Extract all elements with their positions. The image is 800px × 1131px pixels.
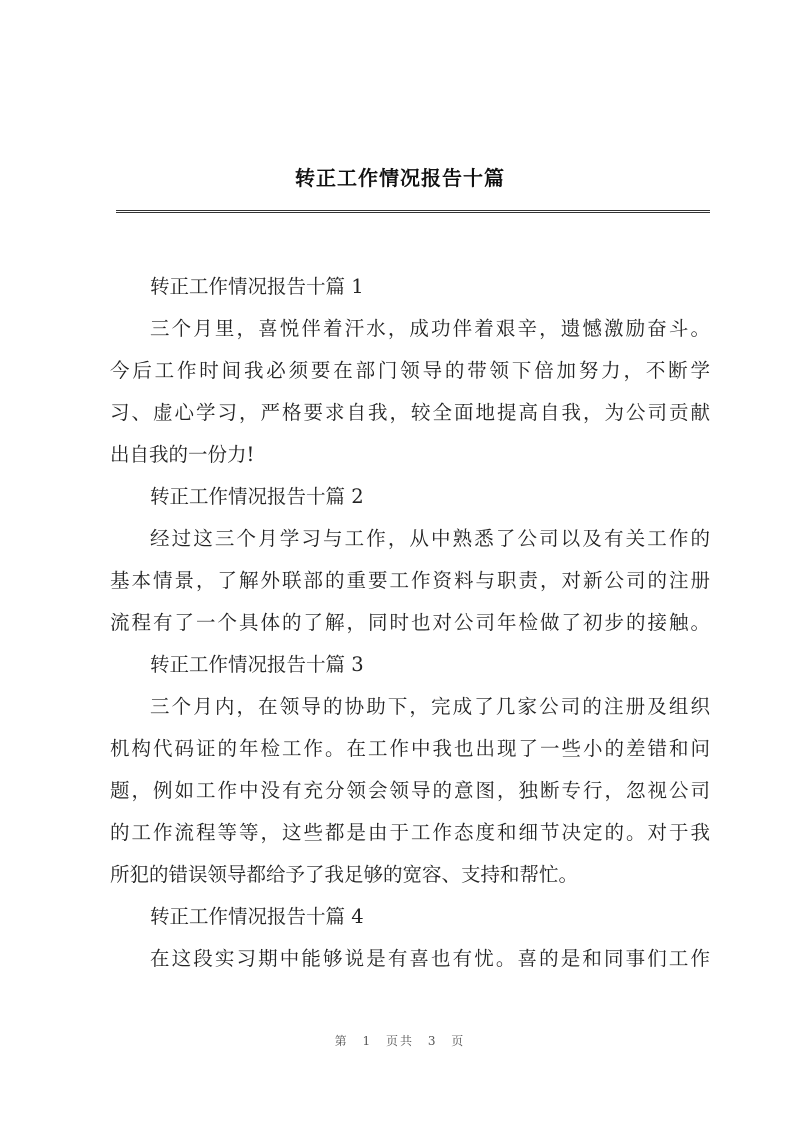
paragraph-line: 机构代码证的年检工作。在工作中我也出现了一些小的差错和问 xyxy=(110,737,710,760)
paragraph-line: 在这段实习期中能够说是有喜也有忧。喜的是和同事们工作 xyxy=(150,947,710,970)
page-label-suffix: 页 xyxy=(451,1034,466,1048)
paragraph-line: 流程有了一个具体的了解，同时也对公司年检做了初步的接触。 xyxy=(110,611,710,634)
title-divider xyxy=(116,210,710,213)
document-body xyxy=(110,266,710,980)
page-label-mid: 页共 xyxy=(385,1034,414,1048)
document-title: 转正工作情况报告十篇 xyxy=(295,166,505,190)
paragraph-line: 所犯的错误领导都给予了我足够的宽容、支持和帮忙。 xyxy=(110,863,579,886)
paragraph-line: 三个月里，喜悦伴着汗水，成功伴着艰辛，遗憾激励奋斗。 xyxy=(150,317,710,340)
paragraph-line: 三个月内，在领导的协助下，完成了几家公司的注册及组织 xyxy=(150,695,710,718)
page-label-prefix: 第 xyxy=(334,1034,349,1048)
section-heading-2: 转正工作情况报告十篇 2 xyxy=(150,485,364,508)
paragraph-line: 出自我的一份力! xyxy=(110,443,255,466)
paragraph-line: 的工作流程等等，这些都是由于工作态度和细节决定的。对于我 xyxy=(110,821,710,844)
section-heading-3: 转正工作情况报告十篇 3 xyxy=(150,653,364,676)
paragraph-line: 今后工作时间我必须要在部门领导的带领下倍加努力，不断学 xyxy=(110,359,710,382)
page-footer xyxy=(0,1032,800,1049)
paragraph-line: 经过这三个月学习与工作，从中熟悉了公司以及有关工作的 xyxy=(150,527,710,550)
paragraph-line: 基本情景，了解外联部的重要工作资料与职责，对新公司的注册 xyxy=(110,569,710,592)
section-heading-4: 转正工作情况报告十篇 4 xyxy=(150,905,364,928)
paragraph-line: 题，例如工作中没有充分领会领导的意图，独断专行，忽视公司 xyxy=(110,779,710,802)
paragraph-line: 习、虚心学习，严格要求自我，较全面地提高自我，为公司贡献 xyxy=(110,401,710,424)
section-heading-1: 转正工作情况报告十篇 1 xyxy=(150,275,364,298)
total-pages-number: 3 xyxy=(427,1034,438,1048)
current-page-number: 1 xyxy=(362,1034,373,1048)
